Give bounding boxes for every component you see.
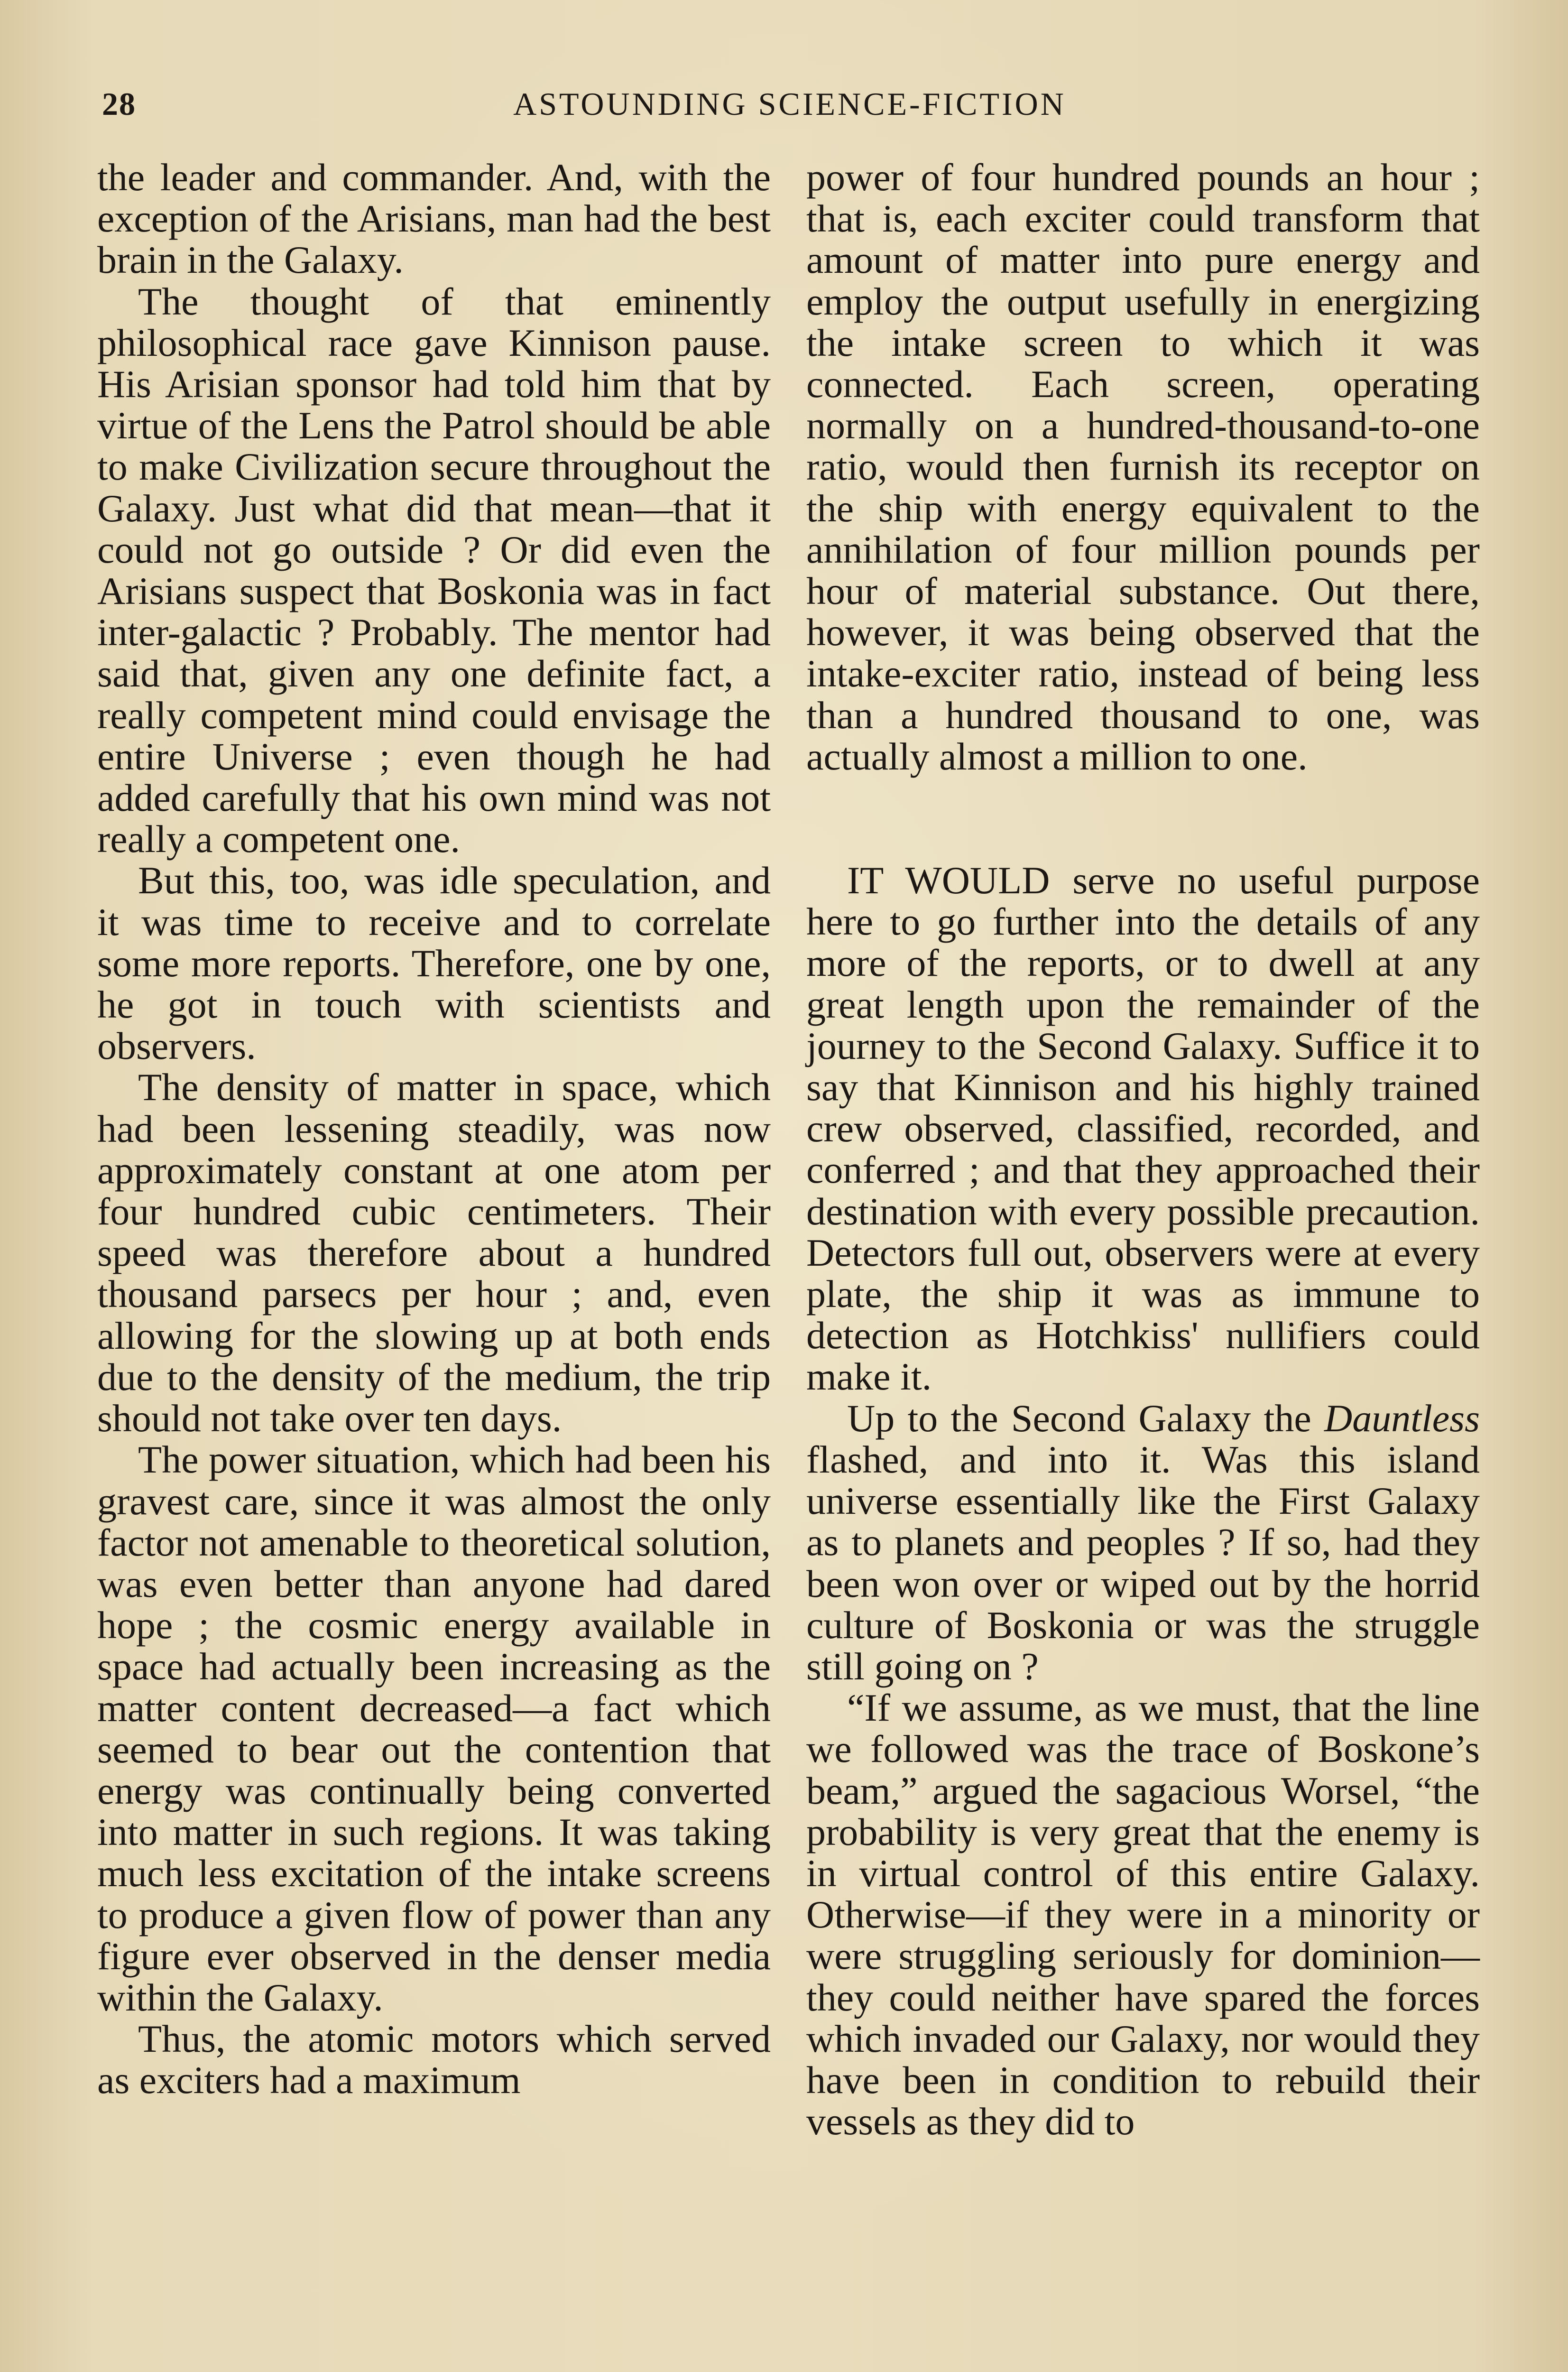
ship-name: Dauntless bbox=[1324, 1396, 1480, 1440]
paragraph: The thought of that eminently philosophical race gave Kinnison pause. His Arisian sponsor had told him that by virtue of the Lens the Patrol should be able to make Civilization secure throughout the Galaxy. Just what did that mean—that it could not go outside ? Or did even the Arisians suspect that Boskonia was in fact inter-galactic ? Probably. The mentor had said that, given any one definite fact, a really competent mind could envisage the entire Universe ; even though he had added carefully that his own mind was not really a competent one. bbox=[97, 279, 771, 861]
paragraph: power of four hundred pounds an hour ; that is, each exciter could transform that amount of matter into pure energy and employ the output usefully in energizing the intake screen to which it was connected. Each screen, operating normally on a hundred-thousand-to-one ratio, would then furnish its receptor on the ship with energy equivalent to the annihilation of four million pounds per hour of material substance. Out there, however, it was being observed that the intake-exciter ratio, instead of being less than a hundred thousand to one, was actually almost a million to one. bbox=[806, 156, 1480, 778]
paragraph: The density of matter in space, which had been lessening steadily, was now approximately constant at one atom per four hundred cubic centimeters. Their speed was therefore about a hundred thousand parsecs per hour ; and, even allowing for the slowing up at both ends due to the density of the medium, the trip should not take over ten days. bbox=[97, 1066, 771, 1440]
page-header bbox=[102, 85, 1477, 133]
paragraph bbox=[806, 1398, 1480, 1687]
text-run: Up to the Second Galaxy the bbox=[847, 1396, 1324, 1440]
page-number: 28 bbox=[102, 86, 136, 122]
left-column bbox=[97, 157, 771, 2101]
right-column bbox=[806, 157, 1480, 2142]
paragraph: Thus, the atomic motors which served as exciters had a maximum bbox=[97, 2017, 771, 2102]
paragraph: But this, too, was idle speculation, and it was time to receive and to correlate some more reports. Therefore, one by one, he got in touch with scientists and observers. bbox=[97, 859, 771, 1068]
running-head: ASTOUNDING SCIENCE-FICTION bbox=[513, 86, 1066, 122]
section-opening-paragraph: IT WOULD serve no useful purpose here to go further into the details of any more of the reports, or to dwell at any great length upon the remainder of the journey to the Second Galaxy. Suffice it to say that Kinnison and his highly trained crew observed, classified, recorded, and conferred ; and that they approached their destination with every possible precaution. Detectors full out, observers were at every plate, the ship it was as immune to detection as Hotchkiss' nullifiers could make it. bbox=[806, 859, 1480, 1399]
text-run: flashed, and into it. Was this island universe essentially like the First Galaxy as to planets and peoples ? If so, had they been won over or wiped out by the horrid culture of Boskonia or was the struggle still going on ? bbox=[806, 1437, 1480, 1688]
paragraph: the leader and commander. And, with the exception of the Arisians, man had the best brain in the Galaxy. bbox=[97, 156, 771, 282]
paragraph: The power situation, which had been his gravest care, since it was almost the only factor not amenable to theoretical solution, was even better than anyone had dared hope ; the cosmic energy available in space had actually been increasing as the matter content decreased—a fact which seemed to bear out the contention that energy was continually being converted into matter in such regions. It was taking much less excitation of the intake screens to produce a given flow of power than any figure ever observed in the denser media within the Galaxy. bbox=[97, 1438, 771, 2019]
paragraph: “If we assume, as we must, that the line we followed was the trace of Boskone’s beam,” argued the sagacious Worsel, “the probability is very great that the enemy is in virtual control of this entire Galaxy. Otherwise—if they were in a minority or were struggling seriously for dominion—they could neither have spared the forces which invaded our Galaxy, nor would they have been in condition to rebuild their vessels as they did to bbox=[806, 1686, 1480, 2143]
